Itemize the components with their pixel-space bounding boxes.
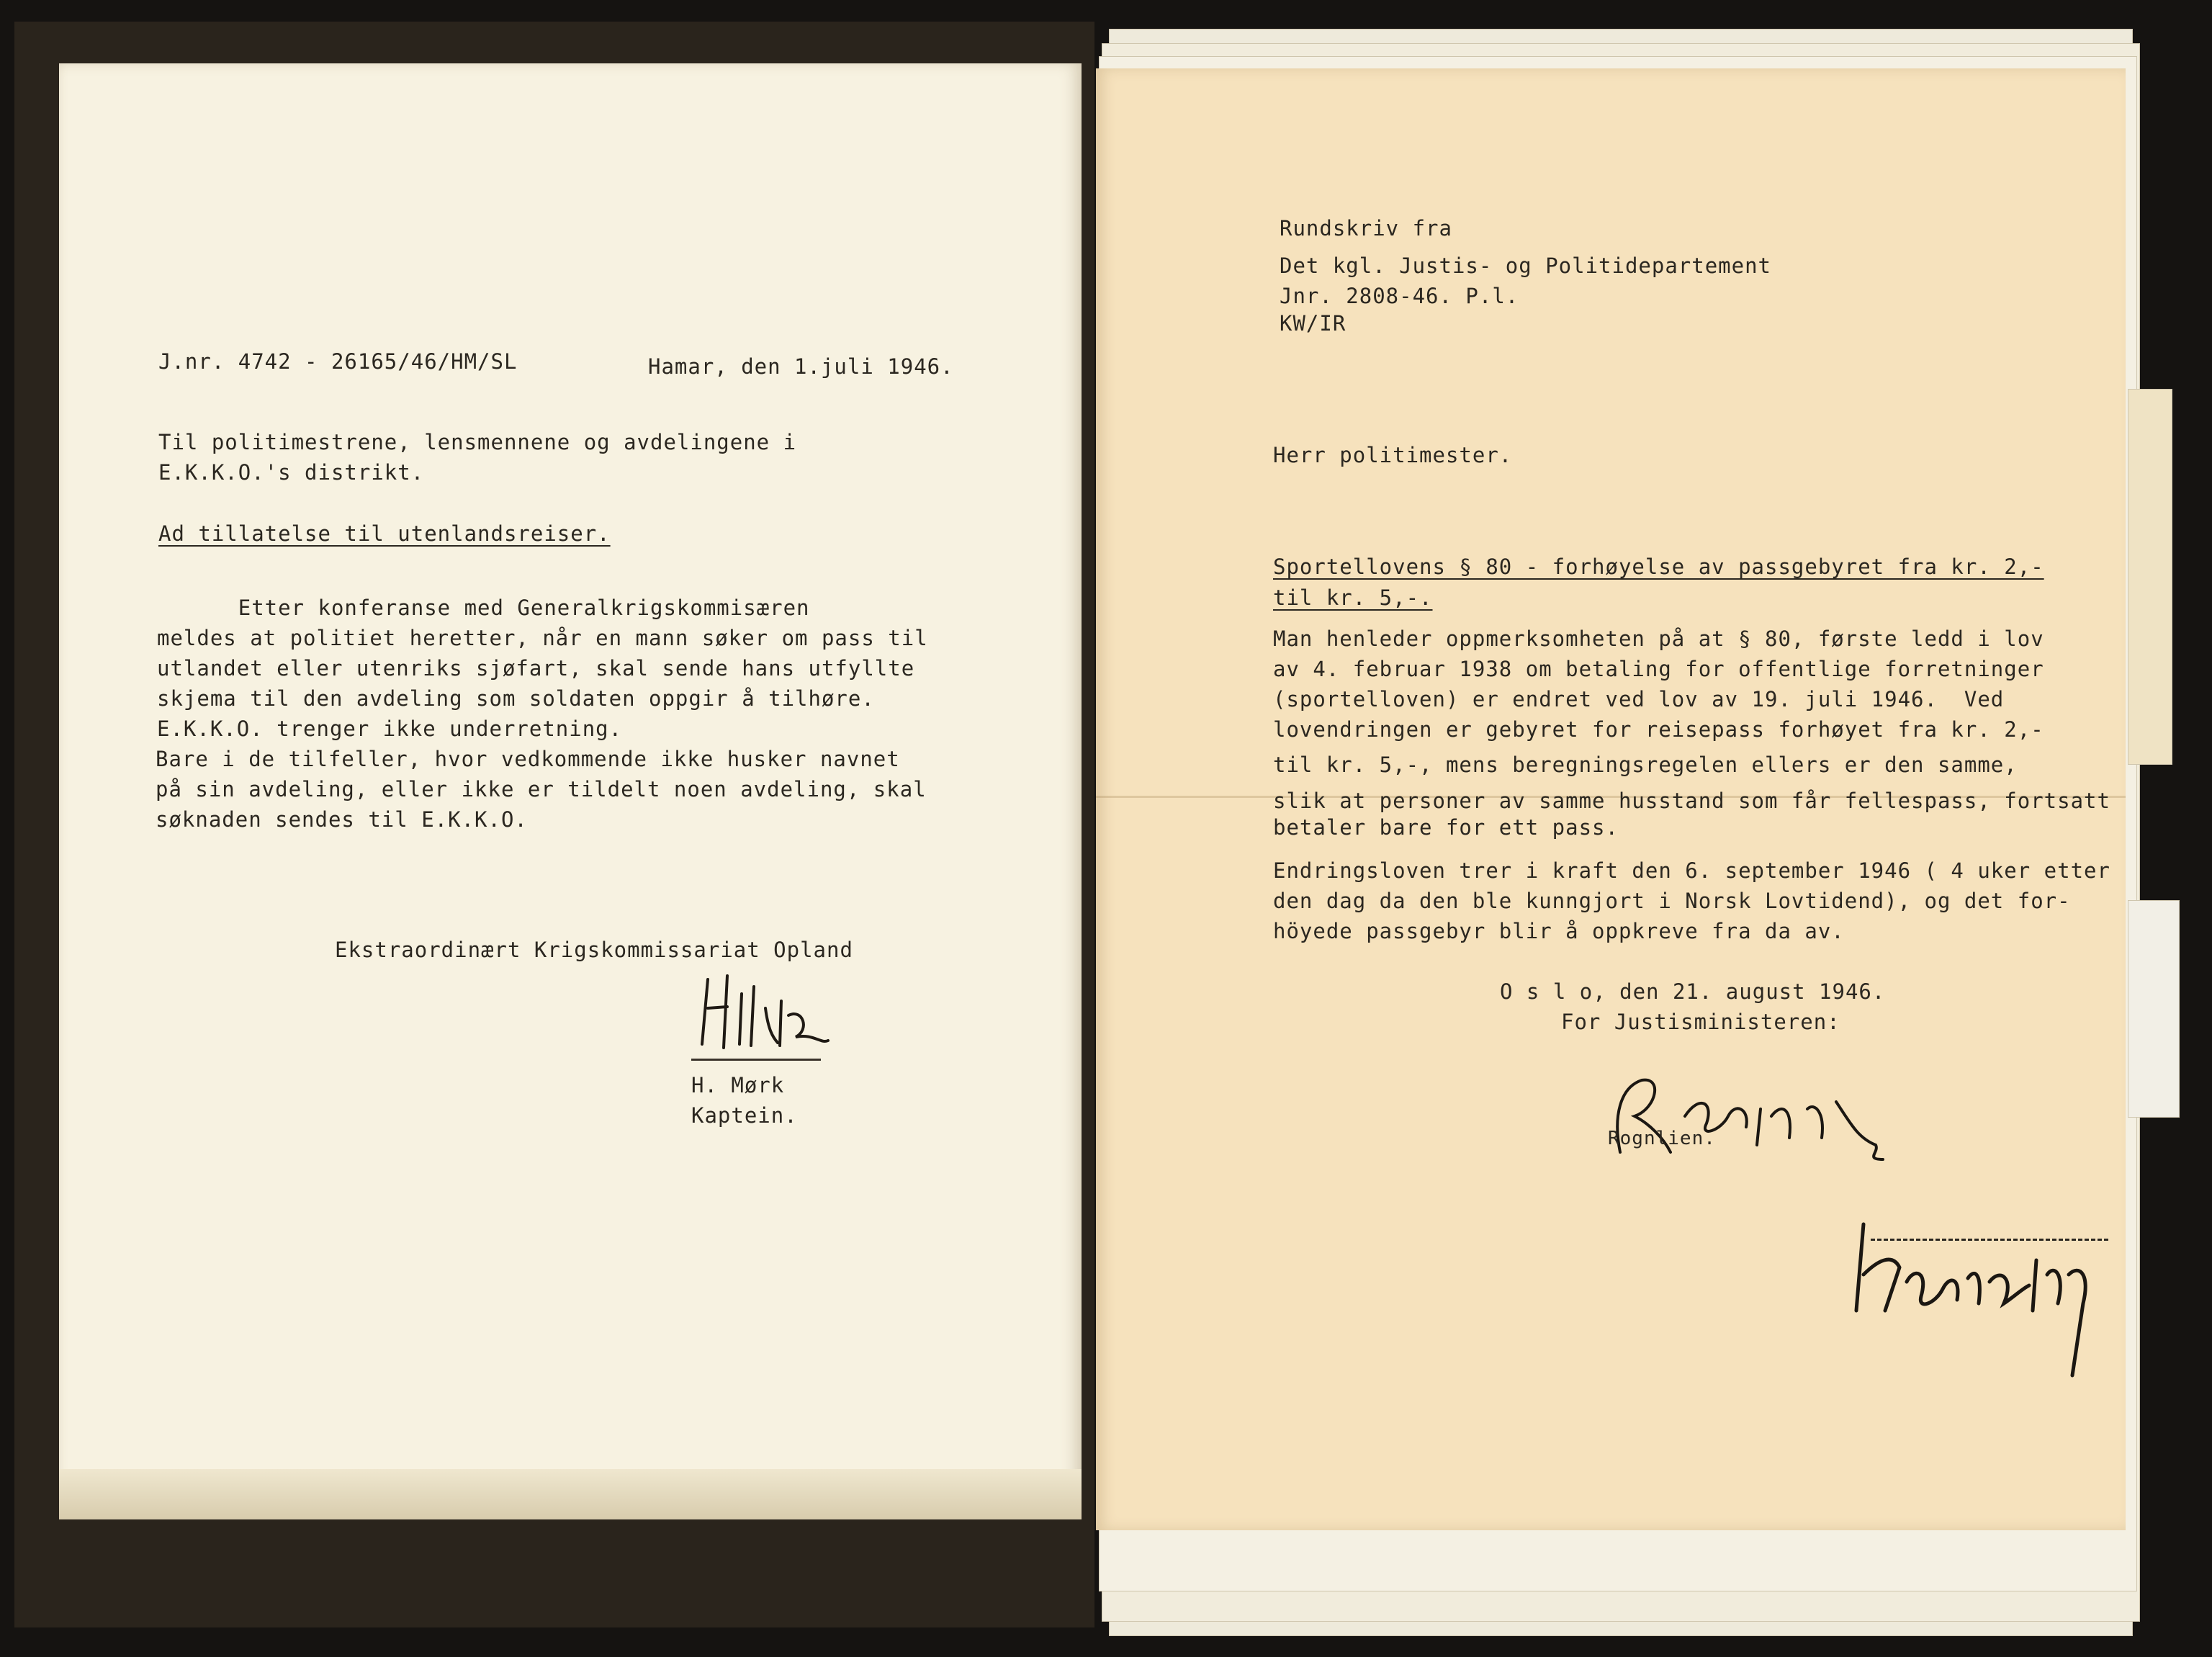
left-place-date: Hamar, den 1.juli 1946. (648, 354, 954, 379)
left-signature-rule (691, 1059, 821, 1061)
left-body-line: på sin avdeling, eller ikke er tildelt noen avdeling, skal (156, 777, 927, 801)
left-body-line: skjema til den avdeling som soldaten oppgir å tilhøre. (157, 686, 875, 711)
left-signature-name: H. Mørk (691, 1073, 785, 1097)
left-handwritten-signature (688, 965, 839, 1059)
right-body-line: av 4. februar 1938 om betaling for offentlige forretninger (1273, 657, 2044, 681)
left-addressee-line: Til politimestrene, lensmennene og avdelingene i (158, 430, 797, 454)
left-sender: Ekstraordinært Krigskommissariat Opland (335, 938, 853, 962)
right-header-line: Jnr. 2808-46. P.l. (1280, 284, 1519, 308)
right-body-line: höyede passgebyr blir å oppkreve fra da av. (1273, 919, 1845, 943)
left-ref-number: J.nr. 4742 - 26165/46/HM/SL (158, 349, 518, 374)
right-handwritten-signature-second (1835, 1195, 2108, 1383)
stacked-sheet (2128, 389, 2172, 765)
right-body-line: betaler bare for ett pass. (1273, 815, 1619, 840)
left-addressee-line: E.K.K.O.'s distrikt. (158, 460, 425, 485)
right-signature-name: Rognlien. (1608, 1128, 1716, 1149)
right-subject-line: til kr. 5,-. (1273, 585, 1433, 610)
right-body-line: til kr. 5,-, mens beregningsregelen ellers er den samme, (1273, 753, 2018, 777)
right-header-line: Det kgl. Justis- og Politidepartement (1280, 253, 1772, 278)
right-handwritten-signature-rognlien (1599, 1059, 1901, 1181)
left-signature-title: Kaptein. (691, 1103, 798, 1128)
right-on-behalf: For Justisministeren: (1561, 1010, 1840, 1034)
left-body-line: Etter konferanse med Generalkrigskommisæren (158, 596, 810, 620)
right-salutation: Herr politimester. (1273, 443, 1513, 467)
left-page-edge (59, 1469, 1082, 1519)
right-body-line: den dag da den ble kunngjort i Norsk Lovtidend), og det for- (1273, 889, 2071, 913)
right-body-line: slik at personer av samme husstand som får fellespass, fortsatt (1273, 789, 2110, 813)
left-body-line: Bare i de tilfeller, hvor vedkommende ikke husker navnet (156, 747, 900, 771)
right-body-line: lovendringen er gebyret for reisepass forhøyet fra kr. 2,- (1273, 717, 2044, 742)
left-body-line: utlandet eller utenriks sjøfart, skal sende hans utfyllte (157, 656, 915, 681)
right-body-line: Endringsloven trer i kraft den 6. september 1946 ( 4 uker etter (1273, 858, 2110, 883)
left-body-line: meldes at politiet heretter, når en mann søker om pass til (157, 626, 928, 650)
right-body-line: Man henleder oppmerksomheten på at § 80, første ledd i lov (1273, 627, 2044, 651)
left-body-line: søknaden sendes til E.K.K.O. (156, 807, 528, 832)
stacked-sheet (2128, 900, 2180, 1118)
right-place-date: O s l o, den 21. august 1946. (1500, 979, 1886, 1004)
left-body-line: E.K.K.O. trenger ikke underretning. (157, 717, 623, 741)
right-subject-line: Sportellovens § 80 - forhøyelse av passgebyret fra kr. 2,- (1273, 554, 2044, 579)
right-body-line: (sportelloven) er endret ved lov av 19. juli 1946. Ved (1273, 687, 2005, 711)
right-header-line: Rundskriv fra (1280, 216, 1452, 241)
left-subject: Ad tillatelse til utenlandsreiser. (158, 521, 611, 546)
right-header-line: KW/IR (1280, 311, 1346, 336)
